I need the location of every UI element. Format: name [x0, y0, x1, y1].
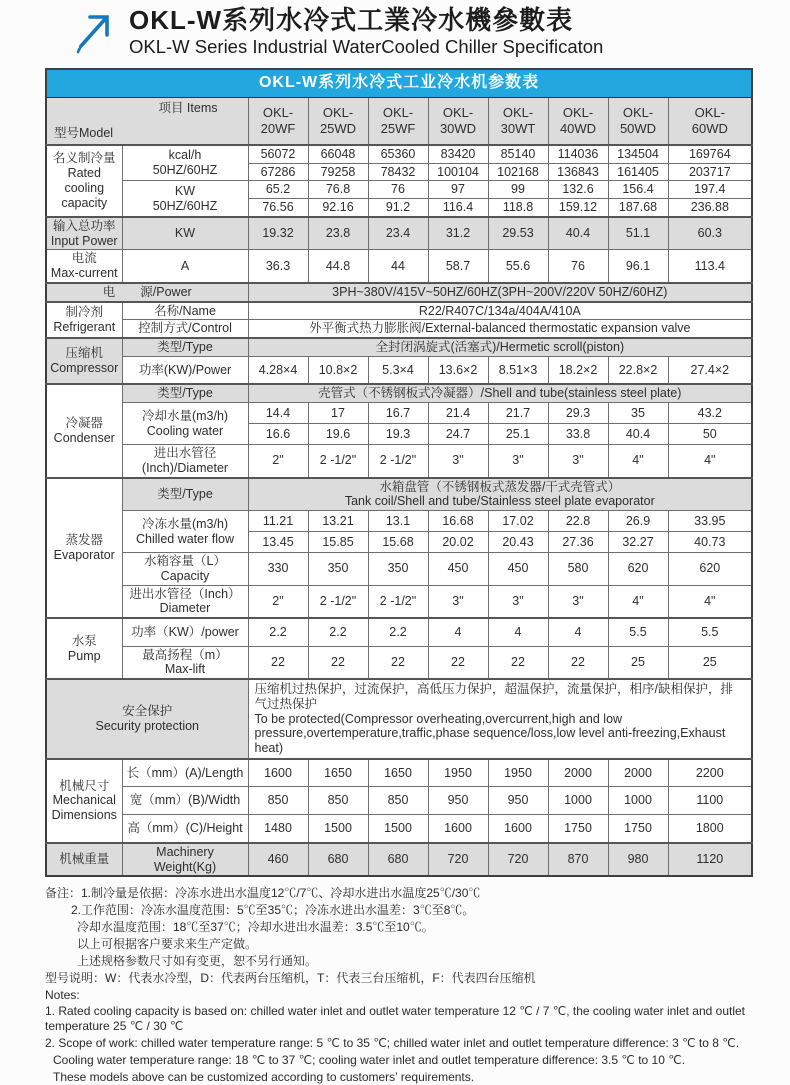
- value-cell: 24.7: [428, 424, 488, 445]
- value-cell: 22: [308, 646, 368, 679]
- item-label-control: 控制方式/Control: [122, 320, 248, 338]
- evaporator-type-value: 水箱盘管（不锈钢板式蒸发器/干式壳管式） Tank coil/Shell and tube/Stainless steel plate evaporator: [248, 478, 752, 511]
- value-cell: 19.32: [248, 217, 308, 250]
- value-cell: 91.2: [368, 199, 428, 217]
- value-cell: 65360: [368, 145, 428, 163]
- note-line-en: 2. Scope of work: chilled water temperature range: 5 ℃ to 35 ℃; chilled water inlet and outlet temperature difference: 3 ℃ to 8 ℃.: [45, 1036, 740, 1051]
- value-cell: 33.95: [668, 511, 752, 532]
- value-cell: 13.21: [308, 511, 368, 532]
- value-cell: 580: [548, 553, 608, 586]
- compressor-type-value: 全封闭涡旋式(活塞式)/Hermetic scroll(piston): [248, 338, 752, 356]
- value-cell: 11.21: [248, 511, 308, 532]
- value-cell: 29.3: [548, 403, 608, 424]
- value-cell: 33.8: [548, 424, 608, 445]
- model-header: OKL- 60WD: [668, 97, 752, 145]
- value-cell: 156.4: [608, 181, 668, 199]
- value-cell: 870: [548, 843, 608, 877]
- value-cell: 1500: [368, 815, 428, 843]
- value-cell: 43.2: [668, 403, 752, 424]
- value-cell: 55.6: [488, 250, 548, 283]
- page-header: [45, 6, 750, 58]
- value-cell: 23.8: [308, 217, 368, 250]
- footnotes-en: [45, 988, 750, 1085]
- value-cell: 4.28×4: [248, 356, 308, 384]
- value-cell: 21.4: [428, 403, 488, 424]
- value-cell: 1950: [428, 759, 488, 787]
- value-cell: 13.6×2: [428, 356, 488, 384]
- value-cell: 2200: [668, 759, 752, 787]
- row-label-rated-cooling: 名义制冷量 Rated cooling capacity: [46, 145, 122, 217]
- power-supply-value: 3PH~380V/415V~50HZ/60HZ(3PH~200V/220V 50HZ/60HZ): [248, 283, 752, 302]
- value-cell: 330: [248, 553, 308, 586]
- row-label-weight: 机械重量: [46, 843, 122, 877]
- value-cell: 1800: [668, 815, 752, 843]
- model-header: OKL- 20WF: [248, 97, 308, 145]
- value-cell: 197.4: [668, 181, 752, 199]
- value-cell: 14.4: [248, 403, 308, 424]
- corner-model-label: 型号Model: [54, 126, 114, 141]
- unit-label: KW: [122, 217, 248, 250]
- value-cell: 118.8: [488, 199, 548, 217]
- row-label-condenser: 冷凝器 Condenser: [46, 384, 122, 477]
- value-cell: 3": [428, 585, 488, 618]
- value-cell: 17.02: [488, 511, 548, 532]
- note-line-en: Cooling water temperature range: 18 ℃ to 37 ℃; cooling water inlet and outlet temperature difference: 3.5 ℃ to 10 ℃.: [53, 1053, 686, 1068]
- note-line-zh: 冷却水温度范围：18℃至37℃；冷却水进出水温差：3.5℃至10℃。: [77, 920, 434, 935]
- value-cell: 13.1: [368, 511, 428, 532]
- value-cell: 4": [668, 585, 752, 618]
- note-line-zh: 备注：1.制冷量是依据：冷冻水进出水温度12℃/7℃、冷却水进出水温度25℃/30℃: [45, 886, 481, 901]
- value-cell: 950: [488, 787, 548, 815]
- value-cell: 76.56: [248, 199, 308, 217]
- value-cell: 83420: [428, 145, 488, 163]
- value-cell: 2 -1/2": [368, 585, 428, 618]
- item-label-length: 长（mm）(A)/Length: [122, 759, 248, 787]
- value-cell: 2": [248, 585, 308, 618]
- value-cell: 1650: [308, 759, 368, 787]
- value-cell: 100104: [428, 163, 488, 181]
- value-cell: 1120: [668, 843, 752, 877]
- value-cell: 85140: [488, 145, 548, 163]
- value-cell: 35: [608, 403, 668, 424]
- value-cell: 44.8: [308, 250, 368, 283]
- value-cell: 76.8: [308, 181, 368, 199]
- value-cell: 620: [608, 553, 668, 586]
- value-cell: 1500: [308, 815, 368, 843]
- value-cell: 102168: [488, 163, 548, 181]
- value-cell: 1000: [548, 787, 608, 815]
- value-cell: 25.1: [488, 424, 548, 445]
- value-cell: 1600: [488, 815, 548, 843]
- value-cell: 1600: [428, 815, 488, 843]
- value-cell: 22: [248, 646, 308, 679]
- model-header: OKL- 40WD: [548, 97, 608, 145]
- value-cell: 169764: [668, 145, 752, 163]
- value-cell: 5.5: [668, 618, 752, 646]
- table-title-bar: OKL-W系列水冷式工业冷水机参数表: [46, 69, 752, 97]
- value-cell: 79258: [308, 163, 368, 181]
- value-cell: 2.2: [368, 618, 428, 646]
- value-cell: 2 -1/2": [308, 585, 368, 618]
- footnotes: [45, 886, 750, 1085]
- model-header: OKL- 30WD: [428, 97, 488, 145]
- value-cell: 15.85: [308, 532, 368, 553]
- value-cell: 720: [488, 843, 548, 877]
- model-header: OKL- 25WF: [368, 97, 428, 145]
- value-cell: 136843: [548, 163, 608, 181]
- value-cell: 2": [248, 445, 308, 478]
- value-cell: 8.51×3: [488, 356, 548, 384]
- value-cell: 40.4: [548, 217, 608, 250]
- note-line-en: These models above can be customized according to customers’ requirements.: [53, 1069, 475, 1084]
- value-cell: 31.2: [428, 217, 488, 250]
- value-cell: 114036: [548, 145, 608, 163]
- page-title-zh: OKL-W系列水冷式工業冷水機參數表: [129, 5, 574, 35]
- value-cell: 27.4×2: [668, 356, 752, 384]
- value-cell: 23.4: [368, 217, 428, 250]
- item-label-name: 名称/Name: [122, 302, 248, 320]
- row-label-max-current: 电流 Max-current: [46, 250, 122, 283]
- unit-label-kcal: kcal/h 50HZ/60HZ: [122, 145, 248, 181]
- value-cell: 4: [548, 618, 608, 646]
- item-label-width: 宽（mm）(B)/Width: [122, 787, 248, 815]
- unit-label-kw: KW 50HZ/60HZ: [122, 181, 248, 217]
- item-label-chilled-water: 冷冻水量(m3/h) Chilled water flow: [122, 511, 248, 553]
- value-cell: 22: [428, 646, 488, 679]
- value-cell: 16.6: [248, 424, 308, 445]
- value-cell: 450: [488, 553, 548, 586]
- value-cell: 16.68: [428, 511, 488, 532]
- row-label-refrigerant: 制冷剂 Refrigerant: [46, 302, 122, 339]
- value-cell: 67286: [248, 163, 308, 181]
- value-cell: 850: [248, 787, 308, 815]
- value-cell: 22: [368, 646, 428, 679]
- value-cell: 26.9: [608, 511, 668, 532]
- model-header: OKL- 30WT: [488, 97, 548, 145]
- value-cell: 4": [668, 445, 752, 478]
- value-cell: 16.7: [368, 403, 428, 424]
- value-cell: 78432: [368, 163, 428, 181]
- value-cell: 1600: [248, 759, 308, 787]
- value-cell: 60.3: [668, 217, 752, 250]
- item-label-cooling-water: 冷却水量(m3/h) Cooling water: [122, 403, 248, 445]
- value-cell: 18.2×2: [548, 356, 608, 384]
- value-cell: 2.2: [308, 618, 368, 646]
- item-label-tank-capacity: 水箱容量（L） Capacity: [122, 553, 248, 586]
- value-cell: 1750: [548, 815, 608, 843]
- row-label-pump: 水泵 Pump: [46, 618, 122, 679]
- value-cell: 4": [608, 585, 668, 618]
- value-cell: 460: [248, 843, 308, 877]
- model-header: OKL- 25WD: [308, 97, 368, 145]
- value-cell: 236.88: [668, 199, 752, 217]
- condenser-type-value: 壳管式（不锈钢板式冷凝器）/Shell and tube(stainless steel plate): [248, 384, 752, 402]
- item-label-pipe-diameter: 进出水管径 (Inch)/Diameter: [122, 445, 248, 478]
- value-cell: 1950: [488, 759, 548, 787]
- note-line-en: 1. Rated cooling capacity is based on: chilled water inlet and outlet water temperature 12 ℃ / 7 ℃, the cooling water inlet and outlet temperature 25 ℃ / 30 ℃: [45, 1004, 746, 1034]
- value-cell: 10.8×2: [308, 356, 368, 384]
- value-cell: 132.6: [548, 181, 608, 199]
- value-cell: 19.3: [368, 424, 428, 445]
- value-cell: 2 -1/2": [308, 445, 368, 478]
- value-cell: 159.12: [548, 199, 608, 217]
- row-label-compressor: 压缩机 Compressor: [46, 338, 122, 384]
- value-cell: 40.73: [668, 532, 752, 553]
- value-cell: 51.1: [608, 217, 668, 250]
- value-cell: 50: [668, 424, 752, 445]
- value-cell: 4: [428, 618, 488, 646]
- value-cell: 21.7: [488, 403, 548, 424]
- value-cell: 5.5: [608, 618, 668, 646]
- value-cell: 22.8: [548, 511, 608, 532]
- value-cell: 19.6: [308, 424, 368, 445]
- value-cell: 1000: [608, 787, 668, 815]
- value-cell: 3": [488, 445, 548, 478]
- value-cell: 2000: [548, 759, 608, 787]
- item-label-height: 高（mm）(C)/Height: [122, 815, 248, 843]
- value-cell: 13.45: [248, 532, 308, 553]
- value-cell: 4: [488, 618, 548, 646]
- row-label-security: 安全保护 Security protection: [46, 679, 248, 759]
- refrigerant-name-value: R22/R407C/134a/404A/410A: [248, 302, 752, 320]
- value-cell: 3": [548, 585, 608, 618]
- value-cell: 97: [428, 181, 488, 199]
- value-cell: 4": [608, 445, 668, 478]
- value-cell: 450: [428, 553, 488, 586]
- value-cell: 3": [548, 445, 608, 478]
- item-label-type: 类型/Type: [122, 478, 248, 511]
- note-line-zh: 以上可根据客户要求来生产定做。: [77, 936, 258, 951]
- value-cell: 15.68: [368, 532, 428, 553]
- value-cell: 29.53: [488, 217, 548, 250]
- note-line-zh: 上述规格参数尺寸如有变更，恕不另行通知。: [77, 953, 318, 968]
- value-cell: 134504: [608, 145, 668, 163]
- value-cell: 27.36: [548, 532, 608, 553]
- title-block: [129, 6, 603, 58]
- item-label-comp-power: 功率(KW)/Power: [122, 356, 248, 384]
- value-cell: 22.8×2: [608, 356, 668, 384]
- value-cell: 20.02: [428, 532, 488, 553]
- value-cell: 76: [548, 250, 608, 283]
- value-cell: 1480: [248, 815, 308, 843]
- value-cell: 56072: [248, 145, 308, 163]
- value-cell: 3": [488, 585, 548, 618]
- value-cell: 2 -1/2": [368, 445, 428, 478]
- spec-table: [45, 68, 753, 877]
- value-cell: 2000: [608, 759, 668, 787]
- row-label-power-supply: 电 源/Power: [46, 283, 248, 302]
- value-cell: 350: [308, 553, 368, 586]
- value-cell: 32.27: [608, 532, 668, 553]
- value-cell: 980: [608, 843, 668, 877]
- value-cell: 620: [668, 553, 752, 586]
- row-label-dimensions: 机械尺寸 Mechanical Dimensions: [46, 759, 122, 843]
- value-cell: 66048: [308, 145, 368, 163]
- value-cell: 76: [368, 181, 428, 199]
- value-cell: 2.2: [248, 618, 308, 646]
- item-label-pipe-diameter: 进出水管径（Inch） Diameter: [122, 585, 248, 618]
- value-cell: 96.1: [608, 250, 668, 283]
- corner-items-label: 项目 Items: [158, 100, 218, 115]
- note-line-zh: 2.工作范围：冷冻水温度范围：5℃至35℃；冷冻水进出水温差：3℃至8℃。: [71, 903, 475, 918]
- value-cell: 17: [308, 403, 368, 424]
- item-label-type: 类型/Type: [122, 338, 248, 356]
- value-cell: 1100: [668, 787, 752, 815]
- value-cell: 22: [548, 646, 608, 679]
- value-cell: 22: [488, 646, 548, 679]
- item-label-type: 类型/Type: [122, 384, 248, 402]
- value-cell: 25: [608, 646, 668, 679]
- item-label-weight-unit: Machinery Weight(Kg): [122, 843, 248, 877]
- item-label-max-lift: 最高扬程（m） Max-lift: [122, 646, 248, 679]
- row-label-evaporator: 蒸发器 Evaporator: [46, 478, 122, 619]
- model-header: OKL- 50WD: [608, 97, 668, 145]
- value-cell: 1750: [608, 815, 668, 843]
- value-cell: 187.68: [608, 199, 668, 217]
- value-cell: 1650: [368, 759, 428, 787]
- value-cell: 720: [428, 843, 488, 877]
- value-cell: 850: [368, 787, 428, 815]
- unit-label: A: [122, 250, 248, 283]
- value-cell: 20.43: [488, 532, 548, 553]
- value-cell: 5.3×4: [368, 356, 428, 384]
- value-cell: 44: [368, 250, 428, 283]
- value-cell: 113.4: [668, 250, 752, 283]
- note-line-en: Notes:: [45, 987, 80, 1002]
- value-cell: 3": [428, 445, 488, 478]
- value-cell: 99: [488, 181, 548, 199]
- value-cell: 850: [308, 787, 368, 815]
- value-cell: 116.4: [428, 199, 488, 217]
- value-cell: 36.3: [248, 250, 308, 283]
- value-cell: 680: [308, 843, 368, 877]
- value-cell: 203717: [668, 163, 752, 181]
- value-cell: 350: [368, 553, 428, 586]
- brand-arrow-icon: [73, 8, 117, 54]
- value-cell: 161405: [608, 163, 668, 181]
- item-label-pump-power: 功率（KW）/power: [122, 618, 248, 646]
- value-cell: 25: [668, 646, 752, 679]
- row-label-input-power: 输入总功率 Input Power: [46, 217, 122, 250]
- value-cell: 58.7: [428, 250, 488, 283]
- value-cell: 40.4: [608, 424, 668, 445]
- value-cell: 65.2: [248, 181, 308, 199]
- security-protection-text: 压缩机过热保护，过流保护，高低压力保护，超温保护，流量保护，相序/缺相保护，排气过热保护 To be protected(Compressor overheating,overcurrent,high and low pressure,overtemperature,traffic,phase sequence/loss,low level anti-freezing,Exhaust heat): [248, 679, 752, 759]
- model-legend-line: 型号说明：W：代表水冷型，D：代表两台压缩机，T：代表三台压缩机，F：代表四台压缩机: [45, 970, 536, 985]
- value-cell: 680: [368, 843, 428, 877]
- value-cell: 950: [428, 787, 488, 815]
- page-title-en: OKL-W Series Industrial WaterCooled Chiller Specificaton: [129, 35, 604, 57]
- refrigerant-control-value: 外平衡式热力膨胀阀/External-balanced thermostatic expansion valve: [248, 320, 752, 338]
- corner-header-cell: [46, 97, 248, 145]
- value-cell: 92.16: [308, 199, 368, 217]
